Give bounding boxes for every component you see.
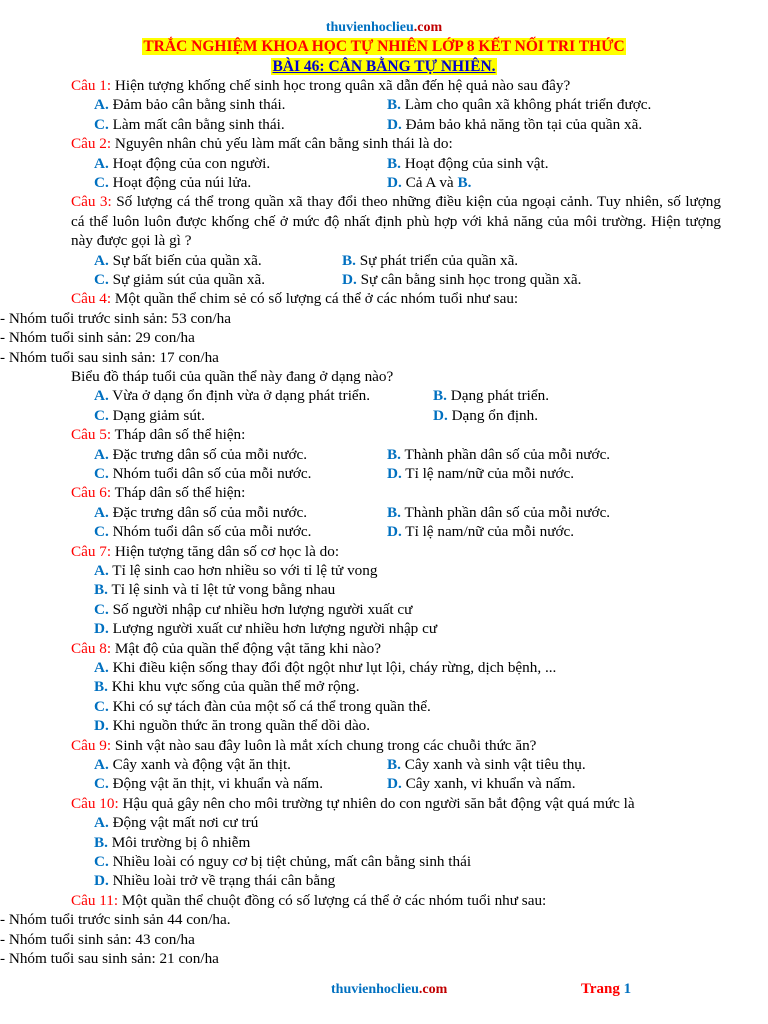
- question-8: Câu 8: Mật độ của quần thể động vật tăng khi nào?: [71, 639, 382, 657]
- option-d[interactable]: D. Sự cân bằng sinh học trong quần xã.: [342, 270, 582, 288]
- question-6-options-ab: [71, 503, 721, 522]
- question-4: Câu 4: Một quần thể chim sẻ có số lượng cá thể ở các nhóm tuổi như sau:: [71, 290, 519, 308]
- option-d[interactable]: D. Dạng ổn định.: [433, 406, 539, 424]
- header-site-name: thuvienhoclieu.com: [325, 20, 443, 35]
- option-d[interactable]: D. Cây xanh, vi khuẩn và nấm.: [387, 775, 576, 793]
- footer-site-name[interactable]: thuvienhoclieu.com: [331, 982, 448, 997]
- question-3-options-ab: [71, 251, 721, 270]
- option-b[interactable]: B. Tỉ lệ sinh và tỉ lệt tử vong bằng nhau: [94, 581, 336, 599]
- option-d[interactable]: D. Khi nguồn thức ăn trong quần thể dồi dào.: [94, 717, 371, 735]
- question-3-options-cd: [71, 270, 721, 289]
- option-b[interactable]: B. Hoạt động của sinh vật.: [387, 154, 549, 172]
- option-d[interactable]: D. Tỉ lệ nam/nữ của mỗi nước.: [387, 523, 575, 541]
- option-b[interactable]: B. Môi trường bị ô nhiễm: [94, 833, 251, 851]
- option-a[interactable]: A. Khi điều kiện sống thay đổi đột ngột như lụt lội, cháy rừng, dịch bệnh, ...: [94, 659, 557, 676]
- question-5-options-cd: [71, 464, 721, 483]
- option-c[interactable]: C. Nhóm tuổi dân số của mỗi nước.: [94, 464, 312, 482]
- question-4-line: - Nhóm tuổi trước sinh sản: 53 con/ha: [0, 309, 231, 327]
- question-2: Câu 2: Nguyên nhân chủ yếu làm mất cân bằng sinh thái là do:: [71, 135, 453, 153]
- option-c[interactable]: C. Động vật ăn thịt, vi khuẩn và nấm.: [94, 775, 324, 793]
- lesson-title: BÀI 46: CÂN BẰNG TỰ NHIÊN.: [272, 58, 496, 75]
- page-number: Trang 1: [581, 981, 632, 997]
- option-d[interactable]: D. Lượng người xuất cư nhiều hơn lượng người nhập cư: [94, 620, 438, 638]
- option-a[interactable]: A. Tỉ lệ sinh cao hơn nhiều so với tỉ lệ tử vong: [94, 561, 378, 579]
- question-4-prompt: Biểu đồ tháp tuổi của quần thể này đang ở dạng nào?: [71, 368, 394, 385]
- option-c[interactable]: C. Sự giảm sút của quần xã.: [94, 270, 266, 288]
- option-c[interactable]: C. Hoạt động của núi lửa.: [94, 173, 252, 191]
- question-7: Câu 7: Hiện tượng tăng dân số cơ học là do:: [71, 542, 340, 560]
- document-title: TRẮC NGHIỆM KHOA HỌC TỰ NHIÊN LỚP 8 KẾT NỐI TRI THỨC: [143, 38, 625, 55]
- option-d[interactable]: D. Cả A và B.: [387, 173, 472, 191]
- question-4-line: - Nhóm tuổi sinh sản: 29 con/ha: [0, 329, 195, 347]
- question-9-options-cd: [71, 774, 721, 793]
- option-a[interactable]: A. Đảm bảo cân bằng sinh thái.: [94, 96, 286, 114]
- question-1-options-cd: [71, 115, 721, 134]
- question-11: Câu 11: Một quần thể chuột đồng có số lượng cá thể ở các nhóm tuổi như sau:: [71, 891, 547, 909]
- question-11-line: - Nhóm tuổi trước sinh sản 44 con/ha.: [0, 911, 231, 929]
- question-9: Câu 9: Sinh vật nào sau đây luôn là mắt xích chung trong các chuỗi thức ăn?: [71, 736, 537, 754]
- option-b[interactable]: B. Làm cho quân xã không phát triển được.: [387, 96, 652, 114]
- option-b[interactable]: B. Thành phần dân số của mỗi nước.: [387, 445, 611, 463]
- question-2-options-cd: [71, 173, 721, 192]
- question-4-options-ab: [71, 386, 721, 405]
- option-a[interactable]: A. Hoạt động của con người.: [94, 154, 271, 172]
- question-10: Câu 10: Hậu quả gây nên cho môi trường tự nhiên do con người săn bắt động vật quá mức là: [71, 794, 635, 812]
- option-c[interactable]: C. Nhóm tuổi dân số của mỗi nước.: [94, 523, 312, 541]
- option-a[interactable]: A. Vừa ở dạng ổn định vừa ở dạng phát triển.: [94, 387, 371, 405]
- option-b[interactable]: B. Thành phần dân số của mỗi nước.: [387, 503, 611, 521]
- option-c[interactable]: C. Dạng giảm sút.: [94, 406, 205, 424]
- option-a[interactable]: A. Đặc trưng dân số của mỗi nước.: [94, 503, 308, 521]
- option-c[interactable]: C. Số người nhập cư nhiều hơn lượng người xuất cư: [94, 600, 413, 618]
- option-c[interactable]: C. Làm mất cân bằng sinh thái.: [94, 115, 285, 133]
- option-b[interactable]: B. Dạng phát triển.: [433, 387, 550, 405]
- option-a[interactable]: A. Cây xanh và động vật ăn thịt.: [94, 756, 291, 774]
- option-b[interactable]: B. Cây xanh và sinh vật tiêu thụ.: [387, 756, 586, 774]
- question-list: [0, 76, 721, 968]
- question-9-options-ab: [71, 755, 721, 774]
- question-11-line: - Nhóm tuổi sinh sản: 43 con/ha: [0, 930, 195, 948]
- option-d[interactable]: D. Nhiều loài trở về trạng thái cân bằng: [94, 872, 336, 890]
- option-a[interactable]: A. Sự bất biến của quần xã.: [94, 251, 262, 269]
- option-d[interactable]: D. Tỉ lệ nam/nữ của mỗi nước.: [387, 464, 575, 482]
- question-4-options-cd: [71, 406, 721, 425]
- question-11-line: - Nhóm tuổi sau sinh sản: 21 con/ha: [0, 950, 219, 968]
- question-3: Câu 3: Số lượng cá thể trong quần xã thay đổi theo những điều kiện của ngoại cảnh. Tuy nhiên, số lượng cá thể luôn luôn được khống chế ở mức độ nhất định phù hợp với khả năng của môi trường. Hiện tượng này được gọi là gì ?: [71, 193, 721, 250]
- question-6-options-cd: [71, 522, 721, 541]
- option-d[interactable]: D. Đảm bảo khả năng tồn tại của quần xã.: [387, 115, 643, 133]
- option-b[interactable]: B. Khi khu vực sống của quần thể mở rộng.: [94, 678, 360, 696]
- question-2-options-ab: [71, 154, 721, 173]
- option-a[interactable]: A. Đặc trưng dân số của mỗi nước.: [94, 445, 308, 463]
- question-5: Câu 5: Tháp dân số thể hiện:: [71, 426, 246, 444]
- option-c[interactable]: C. Nhiều loài có nguy cơ bị tiệt chủng, mất cân bằng sinh thái: [94, 853, 472, 871]
- question-6: Câu 6: Tháp dân số thể hiện:: [71, 484, 246, 502]
- option-b[interactable]: B. Sự phát triển của quần xã.: [342, 251, 519, 269]
- question-1-options-ab: [71, 95, 721, 114]
- question-5-options-ab: [71, 445, 721, 464]
- question-4-line: - Nhóm tuổi sau sinh sản: 17 con/ha: [0, 348, 219, 366]
- question-1: Câu 1: Hiện tượng khống chế sinh học trong quân xã dẫn đến hệ quả nào sau đây?: [71, 77, 571, 94]
- option-c[interactable]: C. Khi có sự tách đàn của một số cá thể trong quần thể.: [94, 697, 431, 715]
- option-a[interactable]: A. Động vật mất nơi cư trú: [94, 814, 259, 832]
